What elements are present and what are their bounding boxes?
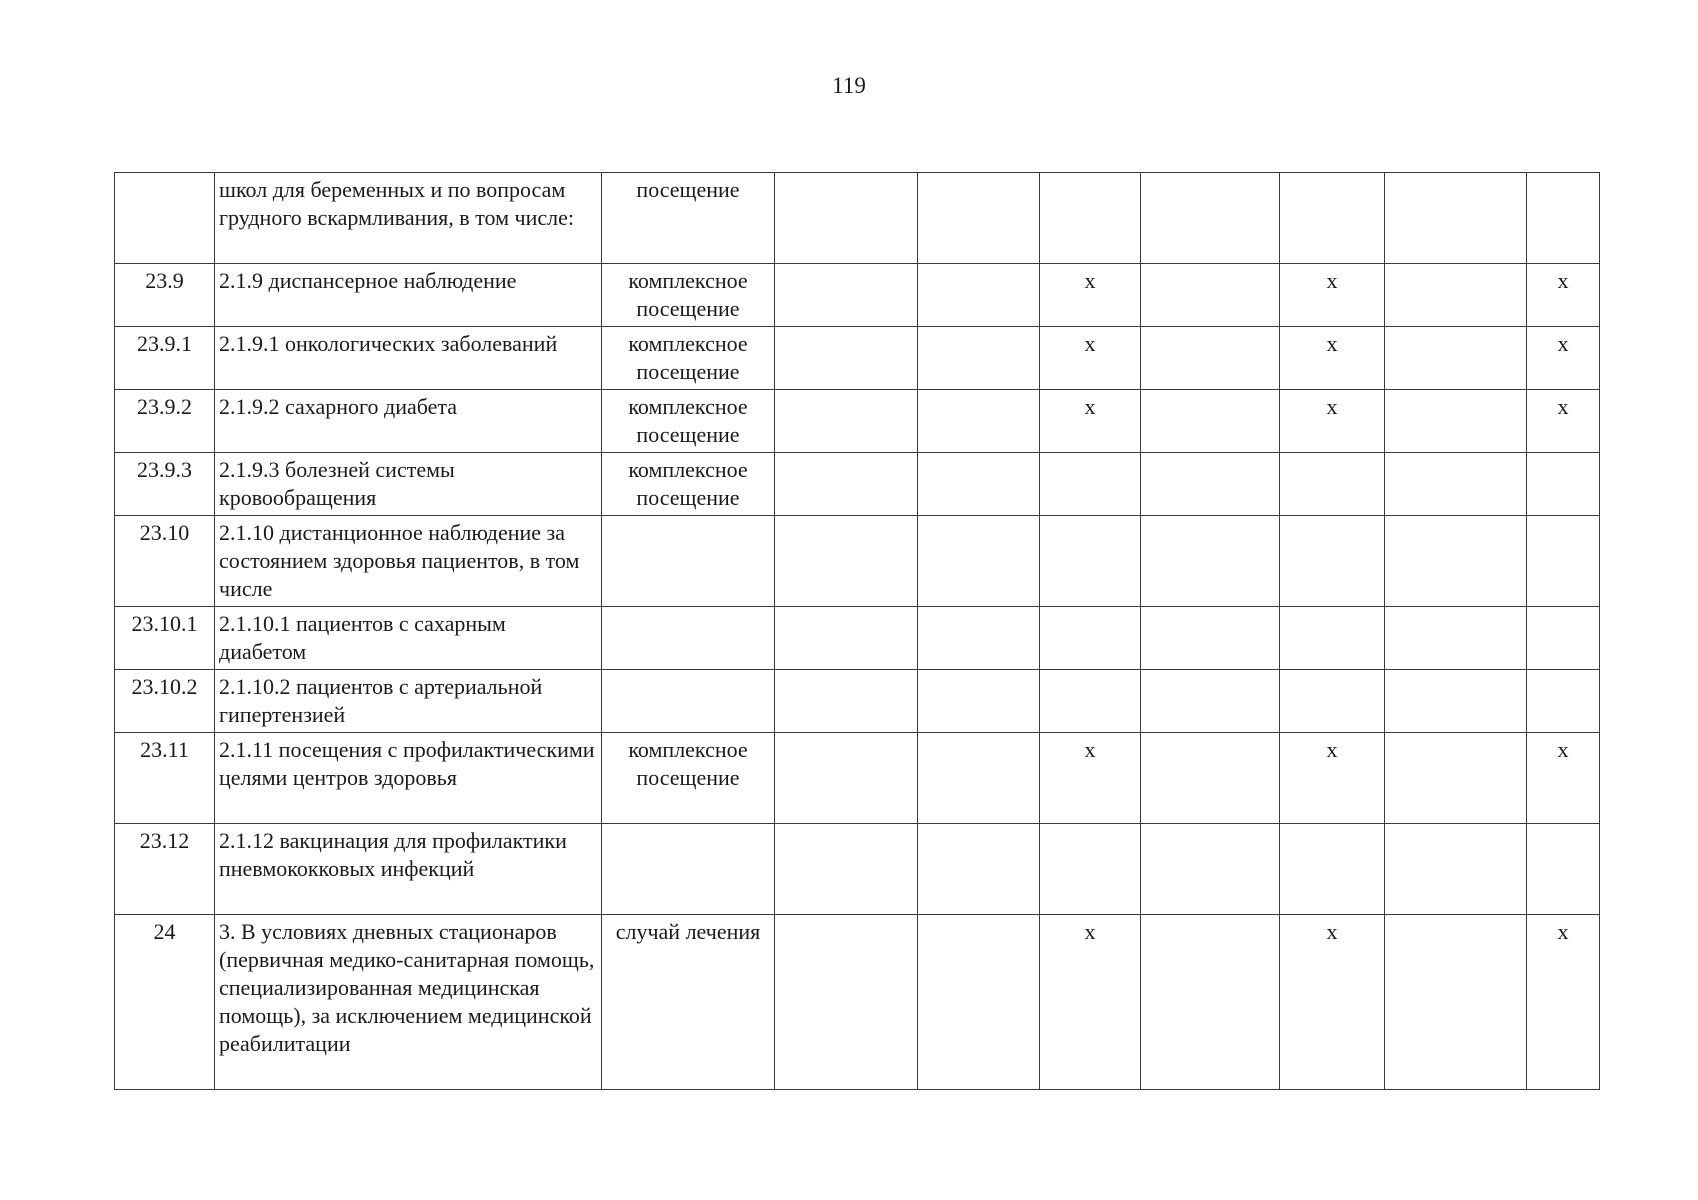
value-cell bbox=[918, 516, 1040, 607]
value-cell bbox=[775, 453, 918, 516]
table-row bbox=[115, 915, 1600, 1090]
value-cell: х bbox=[1527, 390, 1600, 453]
value-cell bbox=[918, 915, 1040, 1090]
value-cell bbox=[1141, 453, 1280, 516]
unit-cell: комплексное посещение bbox=[602, 327, 775, 390]
row-number-cell: 23.9.3 bbox=[115, 453, 215, 516]
value-cell: х bbox=[1040, 915, 1141, 1090]
value-cell bbox=[1141, 733, 1280, 824]
value-cell bbox=[1141, 327, 1280, 390]
value-cell: х bbox=[1280, 327, 1385, 390]
value-cell bbox=[1141, 670, 1280, 733]
indicator-name-cell: 2.1.9.1 онкологических заболеваний bbox=[215, 327, 602, 390]
value-cell: х bbox=[1527, 733, 1600, 824]
row-number-cell: 23.10.1 bbox=[115, 607, 215, 670]
row-number-cell: 23.9 bbox=[115, 264, 215, 327]
value-cell bbox=[1040, 607, 1141, 670]
row-number-cell: 23.9.1 bbox=[115, 327, 215, 390]
row-number-cell: 23.12 bbox=[115, 824, 215, 915]
unit-cell: случай лечения bbox=[602, 915, 775, 1090]
value-cell bbox=[1385, 670, 1527, 733]
value-cell: х bbox=[1040, 733, 1141, 824]
value-cell bbox=[1385, 327, 1527, 390]
table-row bbox=[115, 607, 1600, 670]
value-cell bbox=[918, 824, 1040, 915]
value-cell bbox=[1385, 390, 1527, 453]
value-cell bbox=[1280, 173, 1385, 264]
unit-cell bbox=[602, 670, 775, 733]
indicator-name-cell: 2.1.9.2 сахарного диабета bbox=[215, 390, 602, 453]
value-cell bbox=[1385, 915, 1527, 1090]
value-cell: х bbox=[1527, 264, 1600, 327]
value-cell bbox=[1527, 824, 1600, 915]
value-cell bbox=[1527, 607, 1600, 670]
unit-cell: комплексное посещение bbox=[602, 733, 775, 824]
table-row bbox=[115, 824, 1600, 915]
table-row bbox=[115, 453, 1600, 516]
value-cell bbox=[1385, 173, 1527, 264]
table-row bbox=[115, 264, 1600, 327]
value-cell: х bbox=[1280, 264, 1385, 327]
value-cell: х bbox=[1280, 733, 1385, 824]
value-cell bbox=[775, 824, 918, 915]
indicator-name-cell: школ для беременных и по вопросам грудного вскармливания, в том числе: bbox=[215, 173, 602, 264]
value-cell: х bbox=[1040, 264, 1141, 327]
value-cell: х bbox=[1280, 915, 1385, 1090]
indicator-name-cell: 2.1.12 вакцинация для профилактики пневмококковых инфекций bbox=[215, 824, 602, 915]
value-cell bbox=[1527, 173, 1600, 264]
value-cell bbox=[1527, 670, 1600, 733]
value-cell bbox=[1141, 915, 1280, 1090]
value-cell bbox=[1280, 516, 1385, 607]
value-cell bbox=[918, 264, 1040, 327]
value-cell bbox=[1141, 824, 1280, 915]
table-row bbox=[115, 390, 1600, 453]
value-cell bbox=[775, 670, 918, 733]
unit-cell bbox=[602, 516, 775, 607]
value-cell bbox=[918, 327, 1040, 390]
value-cell bbox=[775, 390, 918, 453]
value-cell bbox=[1141, 607, 1280, 670]
value-cell bbox=[1385, 453, 1527, 516]
unit-cell: посещение bbox=[602, 173, 775, 264]
unit-cell bbox=[602, 824, 775, 915]
row-number-cell: 23.10.2 bbox=[115, 670, 215, 733]
value-cell bbox=[1040, 516, 1141, 607]
table-row bbox=[115, 733, 1600, 824]
value-cell bbox=[775, 607, 918, 670]
value-cell bbox=[918, 390, 1040, 453]
value-cell: х bbox=[1527, 327, 1600, 390]
value-cell bbox=[1385, 607, 1527, 670]
value-cell bbox=[775, 516, 918, 607]
value-cell bbox=[1141, 173, 1280, 264]
row-number-cell bbox=[115, 173, 215, 264]
table-row bbox=[115, 173, 1600, 264]
row-number-cell: 23.11 bbox=[115, 733, 215, 824]
value-cell bbox=[775, 264, 918, 327]
value-cell bbox=[1040, 453, 1141, 516]
value-cell: х bbox=[1527, 915, 1600, 1090]
value-cell bbox=[1141, 516, 1280, 607]
indicator-name-cell: 2.1.11 посещения с профилактическими целями центров здоровья bbox=[215, 733, 602, 824]
indicator-name-cell: 3. В условиях дневных стационаров (первичная медико-санитарная помощь, специализированная медицинская помощь), за исключением медицинской реабилитации bbox=[215, 915, 602, 1090]
value-cell bbox=[775, 915, 918, 1090]
value-cell bbox=[918, 173, 1040, 264]
value-cell bbox=[775, 327, 918, 390]
value-cell bbox=[918, 453, 1040, 516]
unit-cell: комплексное посещение bbox=[602, 264, 775, 327]
indicator-name-cell: 2.1.9 диспансерное наблюдение bbox=[215, 264, 602, 327]
value-cell bbox=[1040, 670, 1141, 733]
unit-cell: комплексное посещение bbox=[602, 390, 775, 453]
value-cell bbox=[1385, 733, 1527, 824]
table-row bbox=[115, 327, 1600, 390]
value-cell bbox=[918, 670, 1040, 733]
indicator-name-cell: 2.1.10.2 пациентов с артериальной гипертензией bbox=[215, 670, 602, 733]
page-number: 119 bbox=[832, 73, 866, 98]
value-cell bbox=[1040, 824, 1141, 915]
value-cell: х bbox=[1040, 390, 1141, 453]
value-cell bbox=[1527, 516, 1600, 607]
value-cell bbox=[918, 607, 1040, 670]
value-cell bbox=[1280, 453, 1385, 516]
unit-cell bbox=[602, 607, 775, 670]
value-cell: х bbox=[1040, 327, 1141, 390]
value-cell bbox=[1280, 670, 1385, 733]
value-cell bbox=[1280, 607, 1385, 670]
value-cell bbox=[1527, 453, 1600, 516]
value-cell bbox=[1385, 824, 1527, 915]
row-number-cell: 24 bbox=[115, 915, 215, 1090]
row-number-cell: 23.9.2 bbox=[115, 390, 215, 453]
value-cell bbox=[918, 733, 1040, 824]
indicator-name-cell: 2.1.10.1 пациентов с сахарным диабетом bbox=[215, 607, 602, 670]
table-body bbox=[115, 173, 1600, 1090]
table-row bbox=[115, 516, 1600, 607]
value-cell bbox=[775, 733, 918, 824]
row-number-cell: 23.10 bbox=[115, 516, 215, 607]
indicator-name-cell: 2.1.9.3 болезней системы кровообращения bbox=[215, 453, 602, 516]
value-cell bbox=[1385, 264, 1527, 327]
value-cell bbox=[1141, 390, 1280, 453]
value-cell bbox=[1141, 264, 1280, 327]
value-cell bbox=[775, 173, 918, 264]
value-cell: х bbox=[1280, 390, 1385, 453]
table-row bbox=[115, 670, 1600, 733]
value-cell bbox=[1040, 173, 1141, 264]
value-cell bbox=[1280, 824, 1385, 915]
data-table bbox=[114, 172, 1600, 1090]
indicator-name-cell: 2.1.10 дистанционное наблюдение за состоянием здоровья пациентов, в том числе bbox=[215, 516, 602, 607]
unit-cell: комплексное посещение bbox=[602, 453, 775, 516]
value-cell bbox=[1385, 516, 1527, 607]
